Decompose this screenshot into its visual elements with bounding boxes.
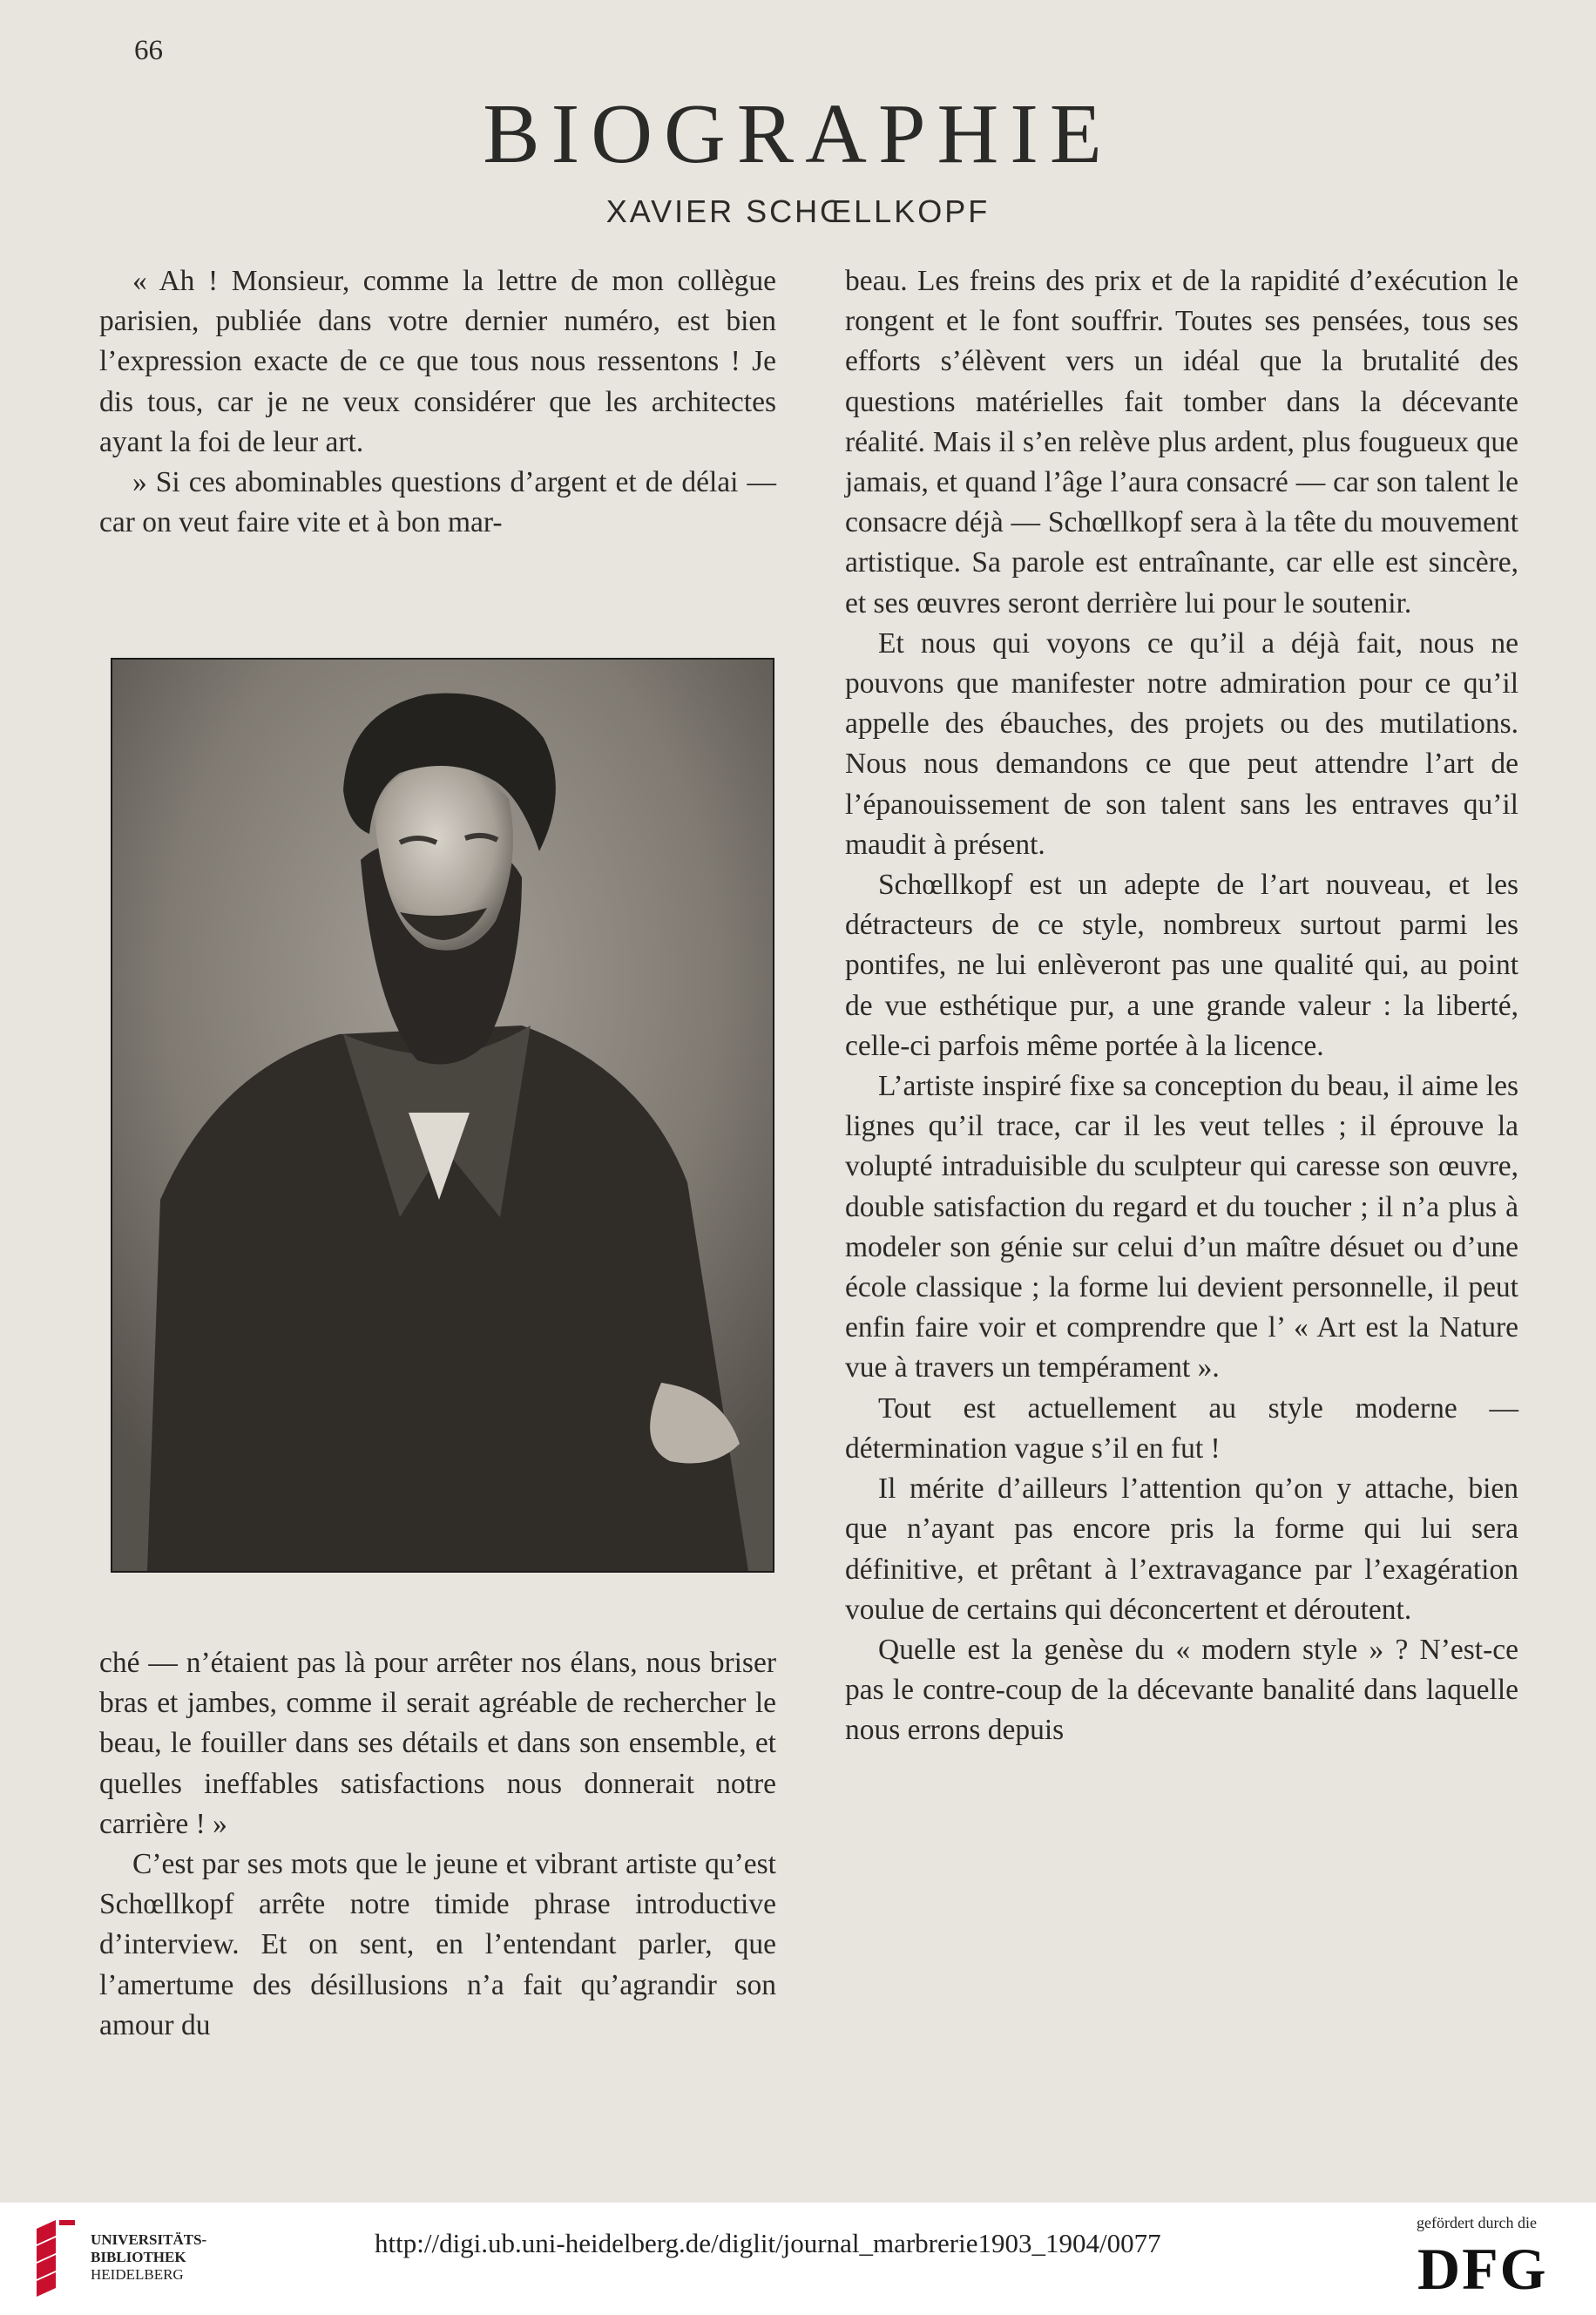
paragraph: Il mérite d’ailleurs l’attention qu’on y attache, bien que n’ayant pas encore pris la forme qui lui sera définitive, et prêtant à l’extravagance par l’exagération voulue de certains qui déconcertent et déroutent. [845,1472,1518,1626]
left-column-top [99,261,776,543]
paragraph: » Si ces abominables questions d’argent et de délai — car on veut faire vite et à bon mar- [99,466,776,539]
paragraph: Schœllkopf est un adepte de l’art nouveau, et les détracteurs de ce style, nombreux surtout parmi les pontifes, ne lui enlèveront pas une qualité qui, au point de vue esthétique pur, a une grande valeur : la liberté, celle-ci parfois même portée à la licence. [845,869,1518,1062]
article-subtitle: XAVIER SCHŒLLKOPF [605,193,991,229]
paragraph: « Ah ! Monsieur, comme la lettre de mon collègue parisien, publiée dans votre dernier numéro, est bien l’expression exacte de ce que tous nous ressentons ! Je dis tous, car je ne veux considérer que les architectes ayant la foi de leur art. [99,265,776,458]
portrait-photograph [111,658,774,1573]
paragraph: L’artiste inspiré fixe sa conception du beau, il aime les lignes qu’il trace, car il les veut telles ; il éprouve la volupté intraduisible du sculpteur qui caresse son œuvre, double satisfaction du regard et du toucher ; il n’a plus à modeler son génie sur celui d’un maître désuet ou d’une école classique ; la forme lui devient personnelle, il peut enfin faire voir et comprendre que l’ « Art est la Nature vue à travers un tempérament ». [845,1070,1518,1384]
portrait-image [112,660,773,1571]
paragraph: beau. Les freins des prix et de la rapidité d’exécution le rongent et le font souffrir. Toutes ses pensées, tous ses efforts s’élèvent vers un idéal que la brutalité des questions matérielles fait tomber dans la décevante réalité. Mais il s’en relève plus ardent, plus fougueux que jamais, et quand l’âge l’aura consacré — car son talent le consacre déjà — Schœllkopf sera à la tête du mouvement artistique. Sa parole est entraînante, car elle est sincère, et ses œuvres seront derrière lui pour le soutenir. [845,265,1518,619]
funding-caption: gefördert durch die [1417,2214,1537,2231]
paragraph: Tout est actuellement au style moderne — détermination vague s’il en fut ! [845,1391,1518,1465]
right-column [845,261,1518,1751]
ub-heidelberg-logo-icon [30,2220,78,2298]
paragraph: C’est par ses mots que le jeune et vibrant artiste qu’est Schœllkopf arrête notre timide phrase introductive d’interview. Et on sent, en l’entendant parler, que l’amertume des désillusions n’a fait qu’agrandir son amour du [99,1848,776,2041]
article-title: BIOGRAPHIE [483,87,1113,181]
source-url-link[interactable]: http://digi.ub.uni-heidelberg.de/diglit/journal_marbrerie1903_1904/0077 [375,2228,1161,2258]
left-column-bottom [99,1643,776,2046]
library-name: UNIVERSITÄTS- BIBLIOTHEK HEIDELBERG [91,2231,207,2283]
paragraph: Quelle est la genèse du « modern style » ? N’est-ce pas le contre-coup de la décevante banalité dans laquelle nous errons depuis [845,1633,1518,1747]
dfg-logo: DFG [1417,2236,1548,2302]
page-number: 66 [134,35,163,66]
paragraph: Et nous qui voyons ce qu’il a déjà fait, nous ne pouvons que manifester notre admiration pour ce qu’il appelle des ébauches, des projets ou des mutilations. Nous nous demandons ce que peut attendre l’art de l’épanouissement de son talent sans les entraves qu’il maudit à présent. [845,626,1518,861]
paragraph: ché — n’étaient pas là pour arrêter nos élans, nous briser bras et jambes, comme il serait agréable de rechercher le beau, le fouiller dans ses détails et dans son ensemble, et quelles ineffables satisfactions nous donnerait notre carrière ! » [99,1647,776,1840]
